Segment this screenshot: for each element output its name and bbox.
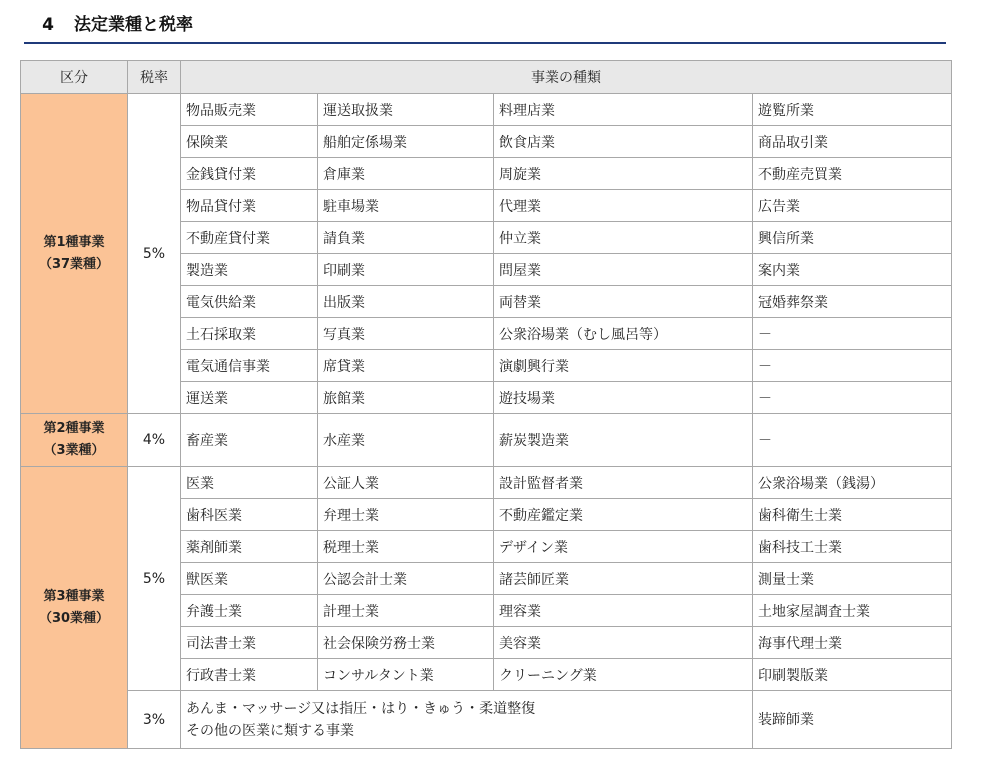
business-type-cell: 遊覧所業 (753, 94, 952, 126)
business-type-cell: 遊技場業 (494, 382, 753, 414)
business-type-cell: 公衆浴場業（むし風呂等） (494, 318, 753, 350)
category-name: 第1種事業 (43, 234, 105, 250)
business-type-cell: 倉庫業 (318, 158, 494, 190)
business-type-cell: 請負業 (318, 222, 494, 254)
business-type-cell: 司法書士業 (181, 627, 318, 659)
business-type-cell: 不動産鑑定業 (494, 499, 753, 531)
business-type-cell: 水産業 (318, 414, 494, 467)
table-row (21, 467, 952, 499)
table-row (21, 691, 952, 749)
header-category: 区分 (21, 61, 128, 94)
business-type-cell: 弁護士業 (181, 595, 318, 627)
category-cell (21, 414, 128, 467)
business-type-cell: 公衆浴場業（銭湯） (753, 467, 952, 499)
business-type-cell: 測量士業 (753, 563, 952, 595)
business-type-cell: 料理店業 (494, 94, 753, 126)
table-body (21, 94, 952, 749)
business-type-cell: 製造業 (181, 254, 318, 286)
business-type-cell: 印刷業 (318, 254, 494, 286)
business-type-cell: 運送業 (181, 382, 318, 414)
business-type-cell: 薬剤師業 (181, 531, 318, 563)
header-rate: 税率 (128, 61, 181, 94)
business-type-cell: 物品貸付業 (181, 190, 318, 222)
business-type-cell: 行政書士業 (181, 659, 318, 691)
rate-cell: 5% (128, 467, 181, 691)
business-type-cell: 不動産売買業 (753, 158, 952, 190)
business-type-cell: 演劇興行業 (494, 350, 753, 382)
business-type-cell: 土地家屋調査士業 (753, 595, 952, 627)
business-type-cell: 獣医業 (181, 563, 318, 595)
business-type-cell: 写真業 (318, 318, 494, 350)
business-type-cell: 畜産業 (181, 414, 318, 467)
business-type-cell: 広告業 (753, 190, 952, 222)
business-type-cell: 理容業 (494, 595, 753, 627)
category-name: 第2種事業 (43, 421, 105, 436)
category-count: （3業種） (43, 443, 105, 458)
section-heading (24, 10, 946, 44)
business-type-cell: 税理士業 (318, 531, 494, 563)
business-type-cell: 駐車場業 (318, 190, 494, 222)
business-type-cell: 保険業 (181, 126, 318, 158)
business-type-cell: 運送取扱業 (318, 94, 494, 126)
business-type-cell: 飲食店業 (494, 126, 753, 158)
business-type-cell (181, 691, 753, 749)
business-type-cell: － (753, 318, 952, 350)
business-type-cell: 興信所業 (753, 222, 952, 254)
business-type-cell: 装蹄師業 (753, 691, 952, 749)
business-type-cell: 公証人業 (318, 467, 494, 499)
business-type-line: その他の医業に類する事業 (186, 722, 354, 739)
business-type-cell: 土石採取業 (181, 318, 318, 350)
business-type-cell: 不動産貸付業 (181, 222, 318, 254)
business-type-cell: 諸芸師匠業 (494, 563, 753, 595)
business-type-cell: 計理士業 (318, 595, 494, 627)
tax-rate-table (20, 60, 952, 749)
section-title: 法定業種と税率 (74, 15, 193, 35)
business-type-cell: 両替業 (494, 286, 753, 318)
business-type-cell: 印刷製版業 (753, 659, 952, 691)
business-type-cell: － (753, 350, 952, 382)
business-type-cell: 社会保険労務士業 (318, 627, 494, 659)
category-count: （30業種） (38, 610, 110, 626)
business-type-cell: 公認会計士業 (318, 563, 494, 595)
business-type-cell: クリーニング業 (494, 659, 753, 691)
business-type-cell: 仲立業 (494, 222, 753, 254)
business-type-cell: 設計監督者業 (494, 467, 753, 499)
section-number: 4 (42, 15, 54, 35)
business-type-cell: 歯科医業 (181, 499, 318, 531)
business-type-cell: 出版業 (318, 286, 494, 318)
category-count: （37業種） (38, 256, 110, 272)
business-type-cell: 旅館業 (318, 382, 494, 414)
rate-cell: 4% (128, 414, 181, 467)
rate-cell: 5% (128, 94, 181, 414)
business-type-cell: 薪炭製造業 (494, 414, 753, 467)
business-type-line: あんま・マッサージ又は指圧・はり・きゅう・柔道整復 (186, 700, 536, 717)
business-type-cell: 席貸業 (318, 350, 494, 382)
table-header-row (21, 61, 952, 94)
business-type-cell: 問屋業 (494, 254, 753, 286)
business-type-cell: 冠婚葬祭業 (753, 286, 952, 318)
category-name: 第3種事業 (43, 588, 105, 604)
business-type-cell: 周旋業 (494, 158, 753, 190)
category-cell (21, 94, 128, 414)
business-type-cell: 歯科衛生士業 (753, 499, 952, 531)
business-type-cell: 物品販売業 (181, 94, 318, 126)
business-type-cell: 代理業 (494, 190, 753, 222)
business-type-cell: 美容業 (494, 627, 753, 659)
business-type-cell: 海事代理士業 (753, 627, 952, 659)
business-type-cell: 弁理士業 (318, 499, 494, 531)
business-type-cell: コンサルタント業 (318, 659, 494, 691)
table-row (21, 94, 952, 126)
business-type-cell: 案内業 (753, 254, 952, 286)
business-type-cell: 医業 (181, 467, 318, 499)
business-type-cell: － (753, 382, 952, 414)
business-type-cell: 歯科技工士業 (753, 531, 952, 563)
category-cell (21, 467, 128, 749)
business-type-cell: 船舶定係場業 (318, 126, 494, 158)
rate-cell: 3% (128, 691, 181, 749)
business-type-cell: － (753, 414, 952, 467)
business-type-cell: 電気通信事業 (181, 350, 318, 382)
table-row (21, 414, 952, 467)
business-type-cell: 電気供給業 (181, 286, 318, 318)
business-type-cell: 商品取引業 (753, 126, 952, 158)
business-type-cell: デザイン業 (494, 531, 753, 563)
header-business-types: 事業の種類 (181, 61, 952, 94)
business-type-cell: 金銭貸付業 (181, 158, 318, 190)
